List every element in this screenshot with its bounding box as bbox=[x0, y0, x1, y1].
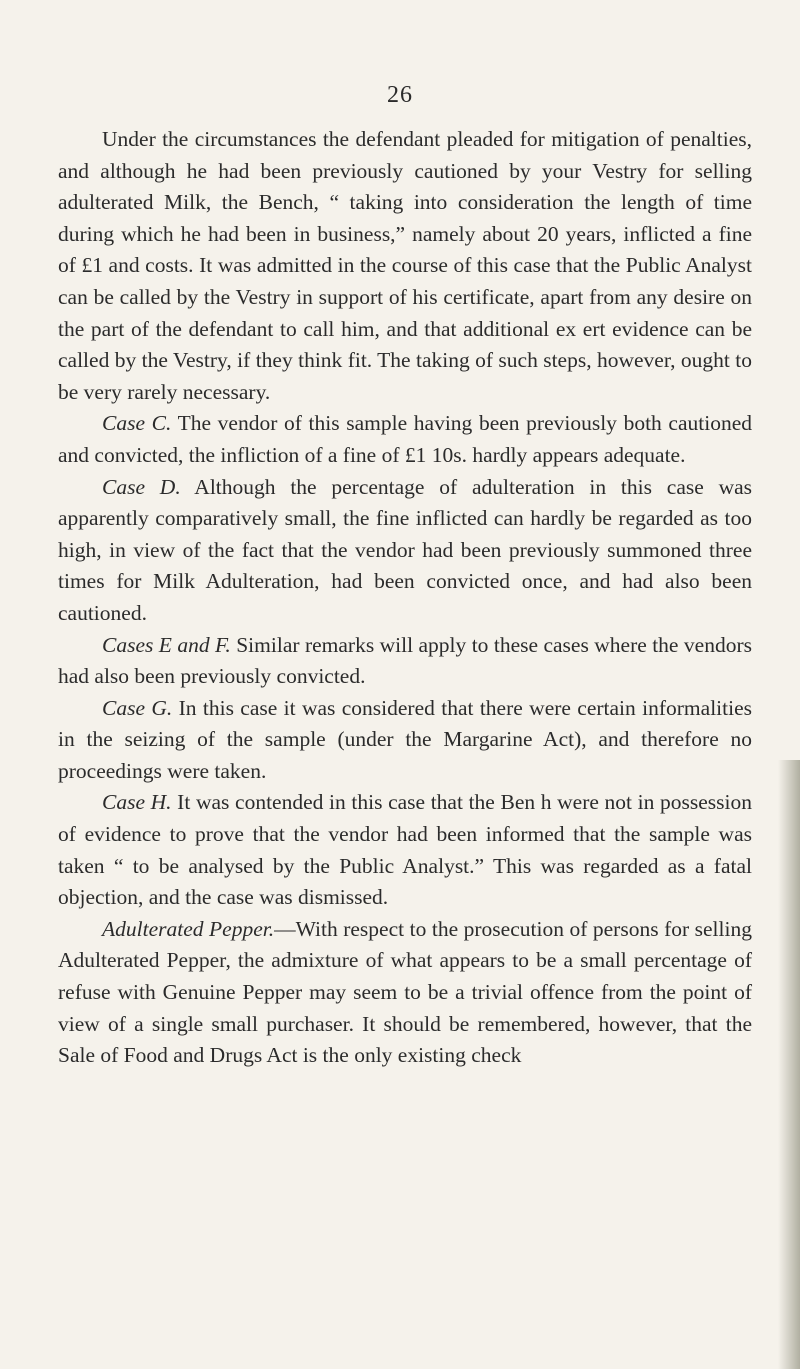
paragraph bbox=[58, 630, 752, 693]
case-heading: Case H. bbox=[102, 790, 172, 815]
paragraph bbox=[58, 472, 752, 630]
page-edge-shadow bbox=[778, 760, 800, 1369]
paragraph-text: The vendor of this sample having been previously both cautioned and convicted, the infliction of a fine of £1 10s. hardly appears adequate. bbox=[58, 411, 753, 467]
paragraph bbox=[58, 693, 752, 788]
paragraph-text: —With respect to the prosecution of persons for selling Adulterated Pepper, the admixture of what appears to be a small percentage of refuse with Genuine Pepper may seem to be a trivial offence from the point of view of a single small purchaser. It should be remembered, however, that the Sale of Food and Drugs Act is the only existing check bbox=[58, 916, 752, 1068]
paragraph-text: In this case it was considered that there were certain informalities in the seizing of the sample (under the Margarine Act), and therefore no proceedings were taken. bbox=[58, 695, 752, 783]
case-heading: Cases E and F. bbox=[102, 632, 231, 657]
paragraph bbox=[58, 408, 752, 471]
section-heading: Adulterated Pepper. bbox=[102, 916, 275, 941]
case-heading: Case D. bbox=[102, 474, 181, 499]
paragraph bbox=[58, 124, 752, 408]
paragraph bbox=[58, 914, 752, 1072]
paragraph-text: It was contended in this case that the Ben h were not in possession of evidence to prove that the vendor had been informed that the sample was taken “ to be analysed by the Public Analyst.” This was regarded as a fatal objection, and the case was dismissed. bbox=[58, 790, 753, 910]
body-text bbox=[58, 124, 752, 1072]
paragraph-text: Under the circumstances the defendant pleaded for mitigation of penalties, and although he had been previously cautioned by your Vestry for selling adulterated Milk, the Bench, “ taking into consideration the length of time during which he had been in business,” namely about 20 years, inflicted a fine of £1 and costs. It was admitted in the course of this case that the Public Analyst can be called by the Vestry in support of his certificate, apart from any desire on the part of the defendant to call him, and that additional ex ert evidence can be called by the Vestry, if they think fit. The taking of such steps, however, ought to be very rarely necessary. bbox=[58, 127, 752, 404]
paragraph-text: Although the percentage of adulteration in this case was apparently comparatively small, the fine inflicted can hardly be regarded as too high, in view of the fact that the vendor had been previously summoned three times for Milk Adulteration, had been convicted once, and had also been cautioned. bbox=[58, 474, 753, 625]
page-number: 26 bbox=[387, 82, 413, 108]
case-heading: Case G. bbox=[102, 695, 173, 720]
case-heading: Case C. bbox=[102, 411, 172, 436]
paragraph-text: Similar remarks will apply to these cases where the vendors had also been previously convicted. bbox=[58, 632, 752, 689]
paragraph bbox=[58, 787, 752, 913]
